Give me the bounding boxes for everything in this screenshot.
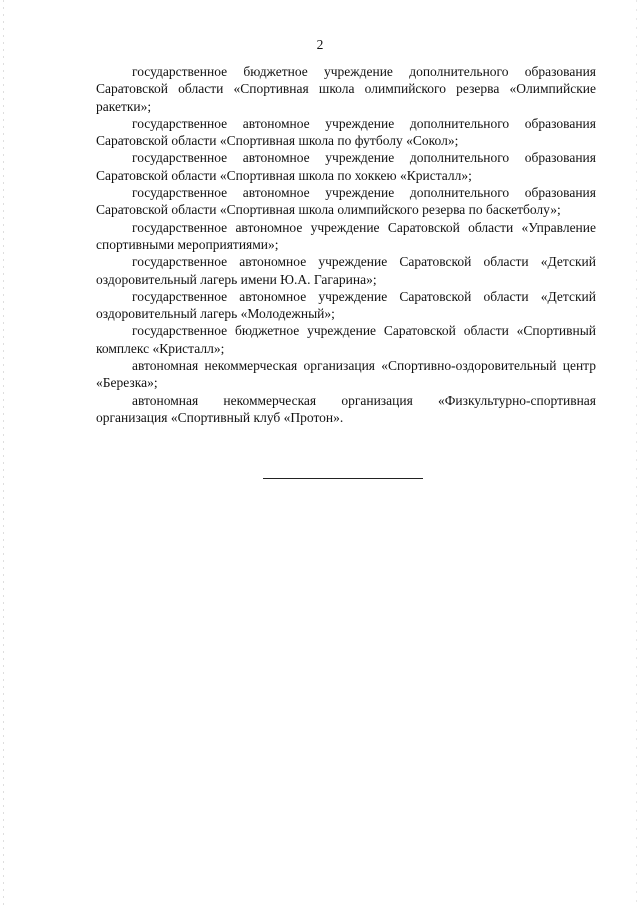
list-item: государственное автономное учреждение дополнительного образования Саратовской области «Спортивная школа олимпийского резерва по баскетболу»;: [96, 185, 596, 218]
page-number: 2: [316, 37, 324, 52]
list-item: государственное бюджетное учреждение Саратовской области «Спортивный комплекс «Кристалл»;: [96, 323, 596, 356]
list-item: автономная некоммерческая организация «Спортивно-оздоровительный центр «Березка»;: [96, 358, 596, 391]
list-item: государственное автономное учреждение Саратовской области «Управление спортивными мероприятиями»;: [96, 219, 596, 252]
scan-edge-left: [3, 0, 4, 905]
scan-edge-right: [636, 0, 637, 905]
end-separator-line: [263, 478, 423, 479]
list-item: государственное автономное учреждение дополнительного образования Саратовской области «Спортивная школа по хоккею «Кристалл»;: [96, 150, 596, 183]
list-item: государственное бюджетное учреждение дополнительного образования Саратовской области «Спортивная школа олимпийского резерва «Олимпийские ракетки»;: [96, 64, 596, 114]
list-item: автономная некоммерческая организация «Физкультурно-спортивная организация «Спортивный клуб «Протон».: [96, 392, 596, 425]
list-item: государственное автономное учреждение дополнительного образования Саратовской области «Спортивная школа по футболу «Сокол»;: [96, 115, 596, 149]
organization-list: [96, 63, 596, 426]
list-item: государственное автономное учреждение Саратовской области «Детский оздоровительный лагерь имени Ю.А. Гагарина»;: [96, 254, 596, 287]
list-item: государственное автономное учреждение Саратовской области «Детский оздоровительный лагерь «Молодежный»;: [96, 288, 596, 322]
